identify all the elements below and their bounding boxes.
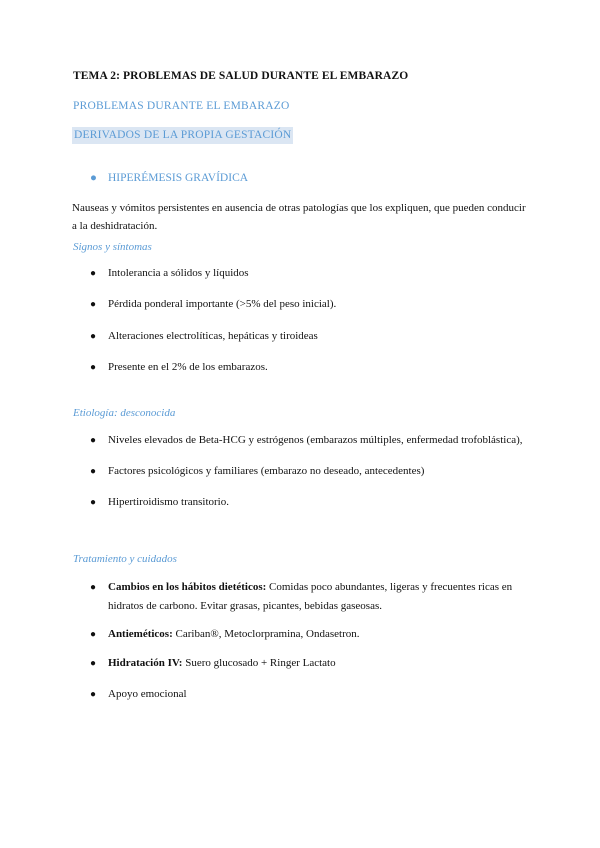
- list-item-tratamiento-2: [90, 628, 360, 640]
- bullet-icon: ●: [90, 362, 97, 373]
- list-item-text: Pérdida ponderal importante (>5% del peso inicial).: [108, 298, 337, 310]
- bullet-icon: ●: [90, 299, 97, 310]
- bullet-icon: ●: [90, 582, 97, 593]
- list-item-text: Intolerancia a sólidos y líquidos: [108, 267, 249, 279]
- list-item-bold-label: Cambios en los hábitos dietéticos:: [108, 581, 267, 593]
- list-item-signos-4: [90, 361, 268, 373]
- bullet-icon: ●: [90, 466, 97, 477]
- list-item-text: Alteraciones electrolíticas, hepáticas y tiroideas: [108, 330, 318, 342]
- bullet-icon: ●: [90, 331, 97, 342]
- list-item-text: Niveles elevados de Beta-HCG y estrógenos (embarazos múltiples, enfermedad trofoblástica),: [108, 434, 523, 446]
- list-item-text: Hipertiroidismo transitorio.: [108, 496, 229, 508]
- list-item-text: Apoyo emocional: [108, 688, 187, 700]
- section-bullet-hiperemesis: [90, 172, 248, 184]
- list-item-bold-label: Antieméticos:: [108, 628, 173, 640]
- heading-derivados-highlighted: DERIVADOS DE LA PROPIA GESTACIÓN: [72, 127, 293, 144]
- list-item-tratamiento-4: [90, 688, 187, 700]
- subheading-signos: Signos y síntomas: [73, 241, 152, 253]
- list-item-text: Suero glucosado + Ringer Lactato: [182, 657, 336, 669]
- bullet-icon: ●: [90, 268, 97, 279]
- section-bullet-label: HIPERÉMESIS GRAVÍDICA: [108, 172, 249, 184]
- bullet-icon: ●: [90, 497, 97, 508]
- list-item-text: Comidas poco abundantes, ligeras y frecuentes ricas en hidratos de carbono. Evitar grasas, picantes, bebidas gaseosas.: [108, 581, 513, 612]
- bullet-icon: ●: [90, 658, 97, 669]
- document-title: TEMA 2: PROBLEMAS DE SALUD DURANTE EL EMBARAZO: [73, 70, 409, 82]
- list-item-etiologia-1: [90, 434, 523, 446]
- list-item-etiologia-2: [90, 465, 424, 477]
- bullet-icon: ●: [90, 172, 97, 184]
- list-item-text: Factores psicológicos y familiares (embarazo no deseado, antecedentes): [108, 465, 425, 477]
- list-item-text: Presente en el 2% de los embarazos.: [108, 361, 268, 373]
- list-item-tratamiento-1: [90, 578, 530, 616]
- list-item-bold-label: Hidratación IV:: [108, 657, 183, 669]
- heading-problemas: PROBLEMAS DURANTE EL EMBARAZO: [73, 100, 290, 112]
- list-item-etiologia-3: [90, 496, 229, 508]
- bullet-icon: ●: [90, 629, 97, 640]
- list-item-tratamiento-3: [90, 657, 336, 669]
- list-item-text: Cariban®, Metoclorpramina, Ondasetron.: [172, 628, 360, 640]
- subheading-etiologia: Etiología: desconocida: [73, 407, 176, 419]
- list-item-signos-2: [90, 298, 336, 310]
- subheading-tratamiento: Tratamiento y cuidados: [73, 553, 177, 565]
- intro-paragraph: Nauseas y vómitos persistentes en ausencia de otras patologías que los expliquen, que pueden conducir a la deshidratación.: [72, 202, 526, 232]
- bullet-icon: ●: [90, 435, 97, 446]
- list-item-signos-3: [90, 330, 318, 342]
- bullet-icon: ●: [90, 689, 97, 700]
- list-item-signos-1: [90, 267, 249, 279]
